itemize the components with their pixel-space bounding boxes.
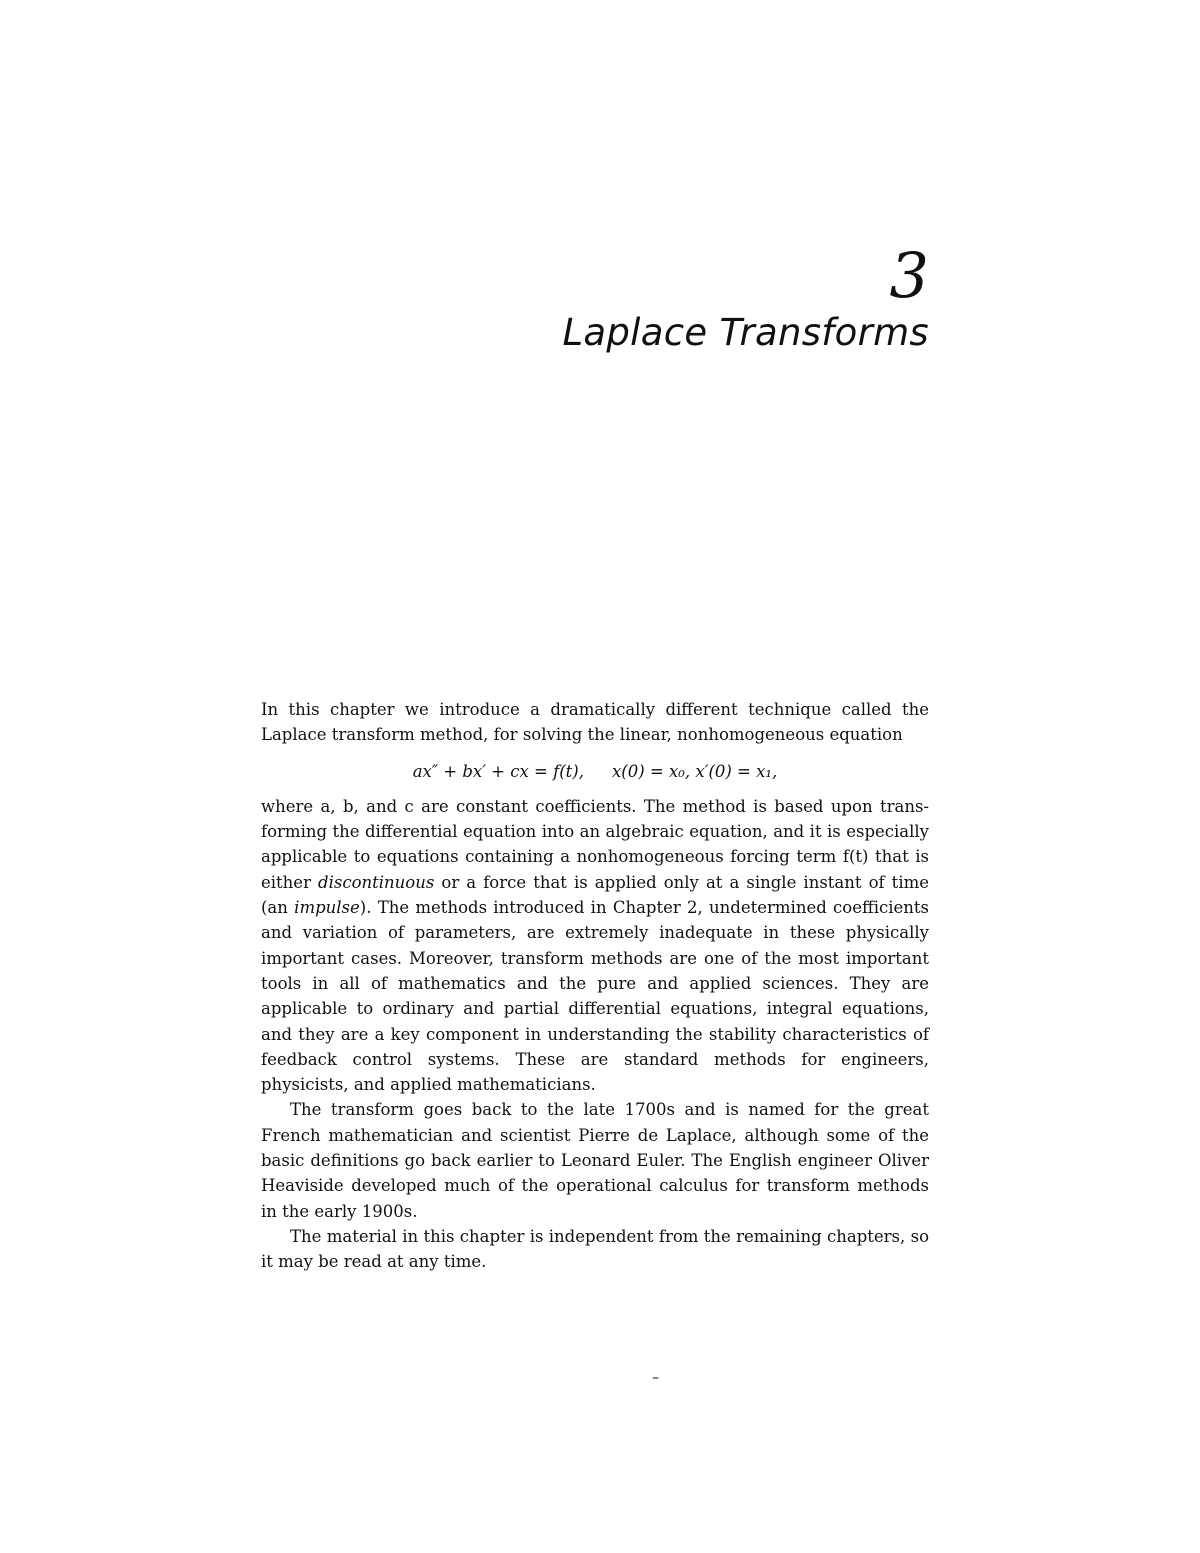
intro-paragraph-3: The material in this chapter is independent from the remaining chapters, so it may be read at any time.: [261, 1226, 929, 1272]
emphasis-discontinuous: discontinuous: [318, 872, 435, 892]
chapter-title: Laplace Transforms: [562, 311, 929, 354]
equation-ode: ax″ + bx′ + cx = f(t),: [412, 761, 584, 781]
paragraph-1-text-b: or a force that is applied only at a single instant of time (an: [261, 872, 930, 918]
intro-paragraph-1: [261, 794, 929, 1098]
equation-initial-conditions: x(0) = x₀, x′(0) = x₁,: [611, 761, 778, 781]
chapter-introduction: [261, 697, 929, 1275]
chapter-number: 3: [889, 239, 929, 312]
emphasis-impulse: impulse: [294, 898, 360, 918]
page-folio: –: [652, 1370, 659, 1386]
paragraph-1-text-a: where a, b, and c are constant coefficients. The method is based upon transforming the differential equation into an algebraic equation, and it is especially applicable to equations containing a nonhomogeneous forcing term f(t) that is either: [261, 796, 929, 892]
governing-equation: [261, 759, 929, 784]
intro-paragraph-2: The transform goes back to the late 1700s and is named for the great French mathematician and scientist Pierre de Laplace, although some of the basic definitions go back earlier to Leonard Euler. The English engineer Oliver Heaviside developed much of the operational calculus for transform methods in the early 1900s.: [261, 1100, 929, 1221]
intro-lead-paragraph: In this chapter we introduce a dramatically different technique called the Laplace transform method, for solving the linear, nonhomogeneous equation: [261, 700, 929, 745]
paragraph-1-text-c: ). The methods introduced in Chapter 2, undetermined coefficients and variation of parameters, are extremely inadequate in these physically important cases. Moreover, transform methods are one of the most important tools in all of mathematics and the pure and applied sciences. They are applicable to ordinary and partial differential equations, integral equations, and they are a key component in understanding the stability characteristics of feedback control systems. These are standard methods for engineers, physicists, and applied mathematicians.: [261, 898, 929, 1095]
